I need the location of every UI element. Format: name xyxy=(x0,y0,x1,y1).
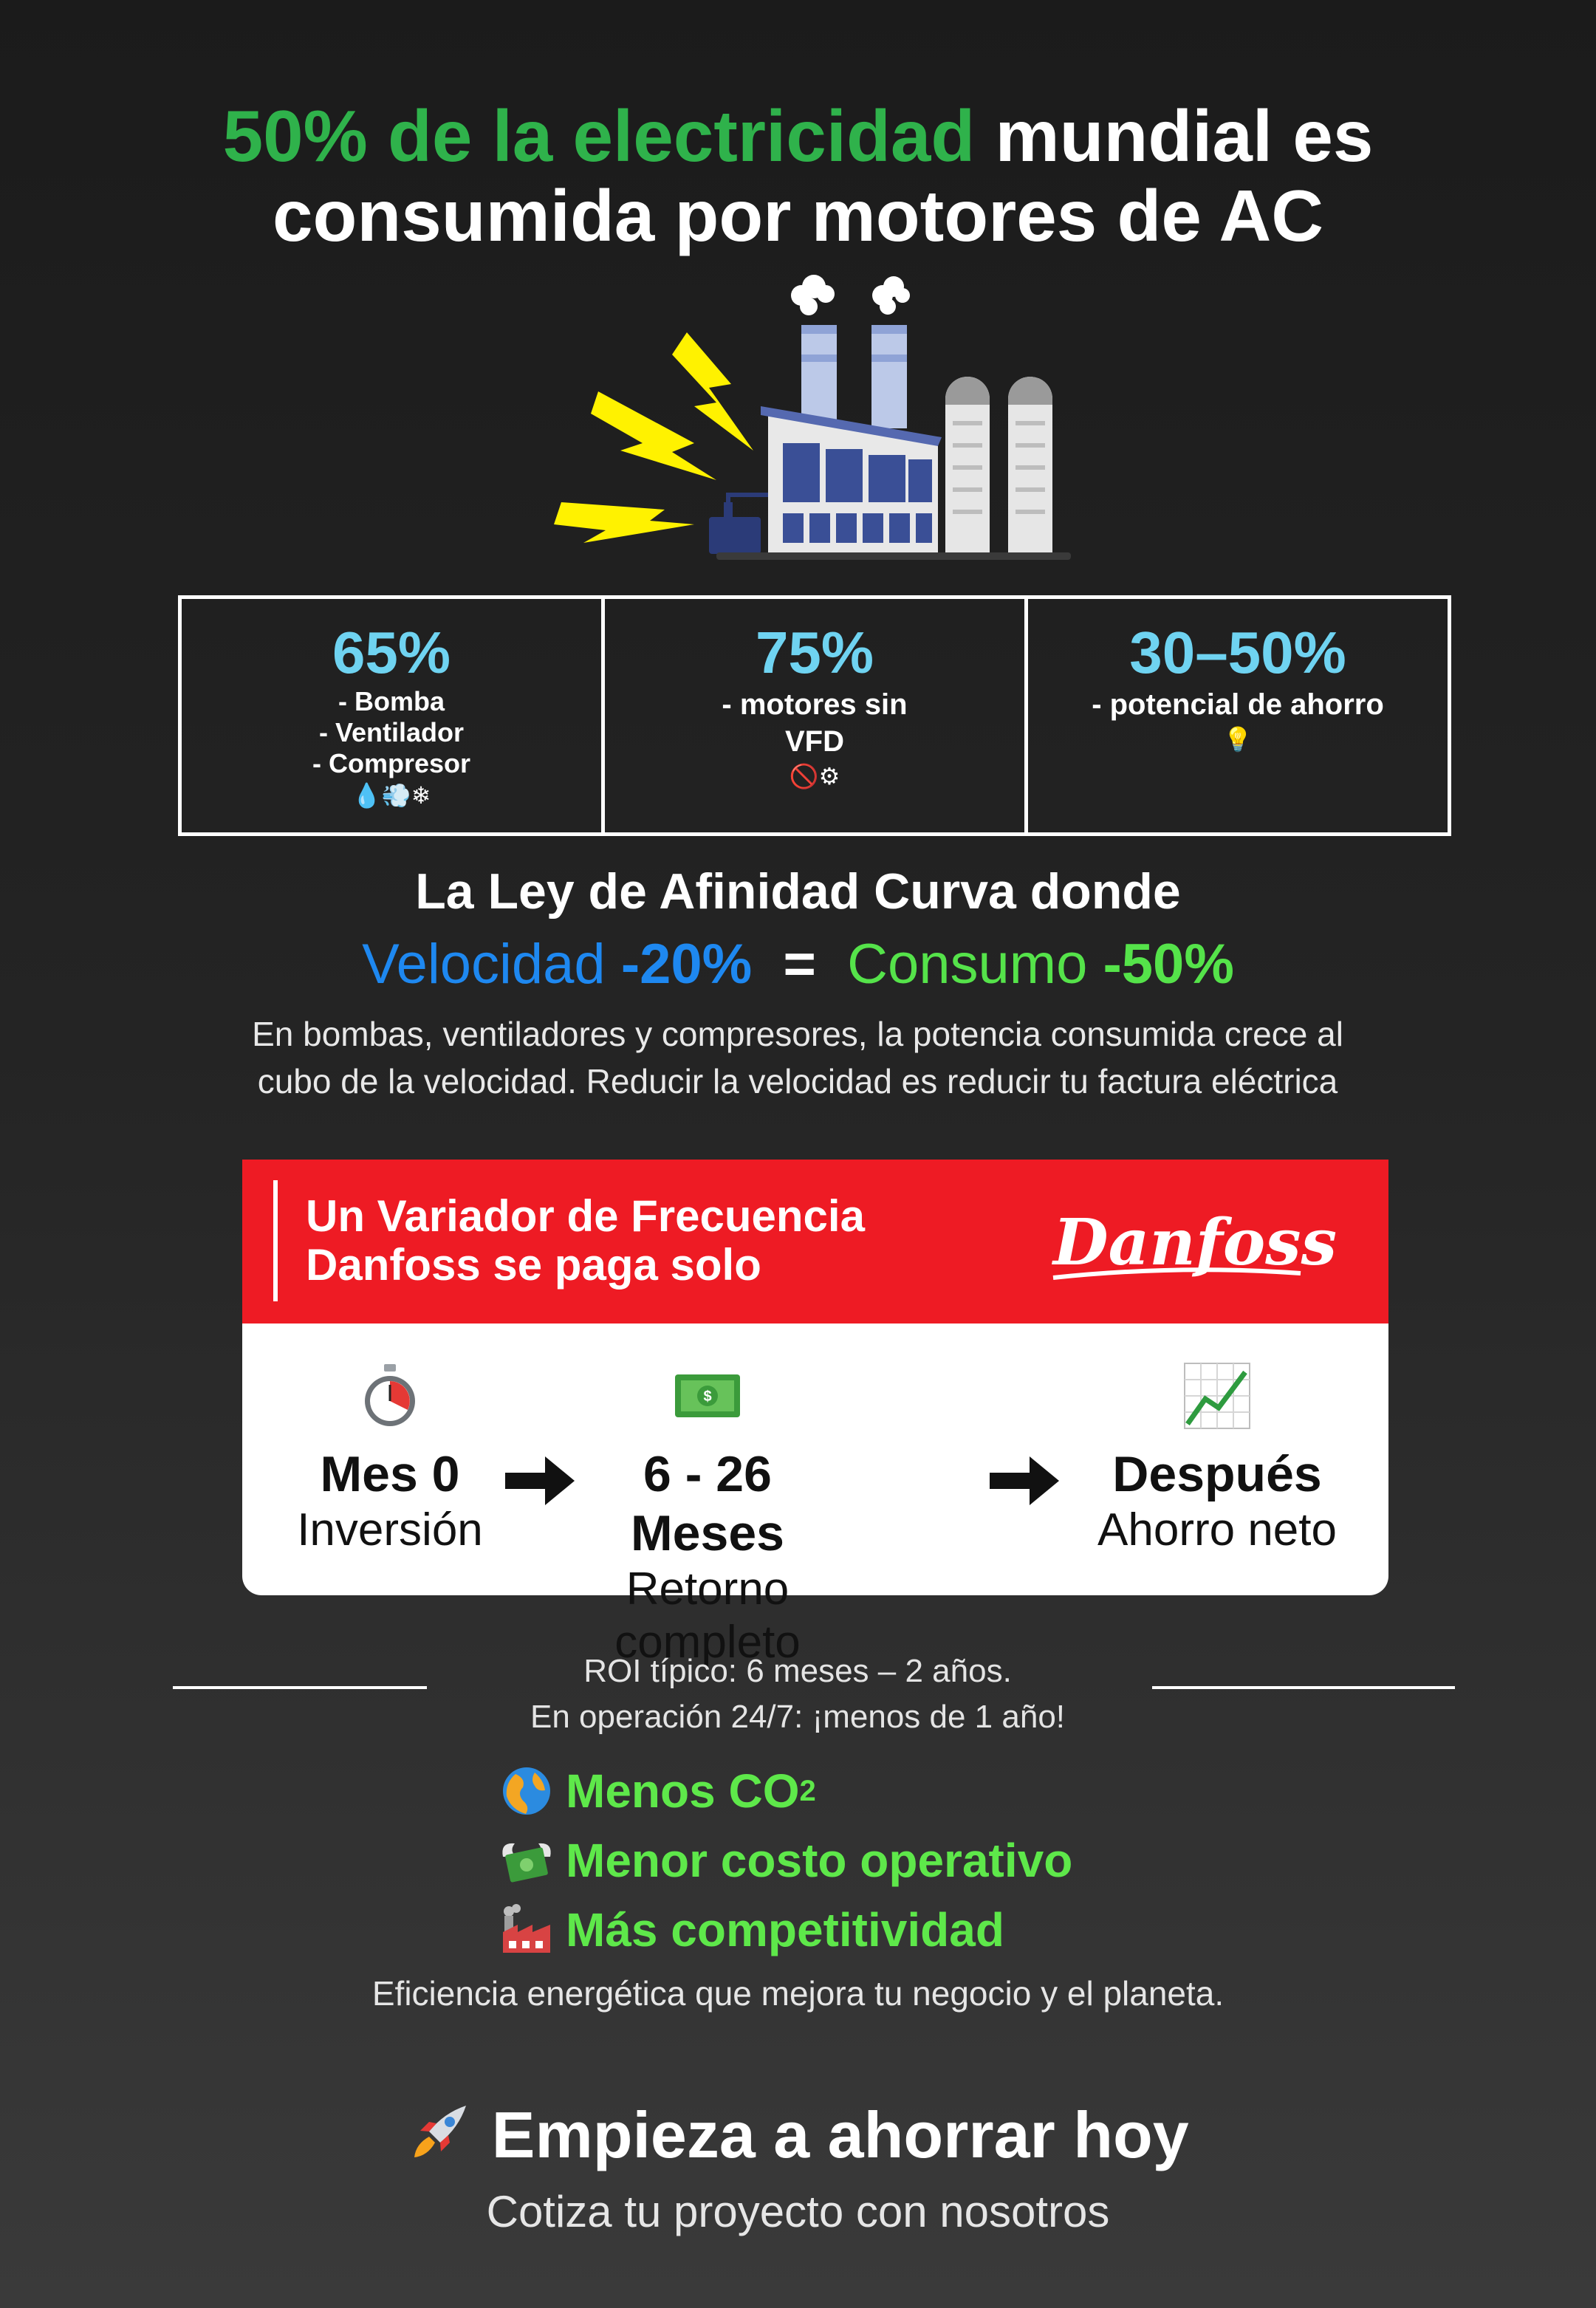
step-subtitle: Retorno completo xyxy=(614,1564,801,1668)
speed-value: -20% xyxy=(620,933,753,996)
benefit-cost xyxy=(496,1826,1072,1895)
money-icon xyxy=(674,1370,742,1422)
stat-item: - Ventilador xyxy=(318,717,465,747)
rocket-icon xyxy=(407,2098,473,2165)
speed-label: Velocidad xyxy=(362,933,606,996)
stat-item: - Bomba xyxy=(338,686,445,716)
affinity-equation xyxy=(0,932,1596,996)
step-title: Después xyxy=(1112,1446,1322,1502)
benefit-label: Más competitividad xyxy=(566,1903,1004,1956)
arrow-right-icon xyxy=(505,1455,576,1507)
cta-text: Empieza a ahorrar hoy xyxy=(491,2098,1189,2171)
stat-pumps xyxy=(182,599,605,832)
step-title: 6 - 26 Meses xyxy=(631,1446,784,1561)
header-line: Danfoss se paga solo xyxy=(306,1240,761,1290)
step-subtitle: Inversión xyxy=(297,1504,483,1555)
no-gear-icon: 🚫⚙ xyxy=(789,763,840,790)
stopwatch-icon xyxy=(360,1363,419,1429)
page-title xyxy=(0,96,1596,256)
arrow-right-icon xyxy=(990,1455,1061,1507)
water-fan-snow-icon: 💧💨❄ xyxy=(352,782,431,809)
header-accent-bar xyxy=(273,1180,278,1301)
header-line: Un Variador de Frecuencia xyxy=(306,1191,865,1241)
title-rest: mundial es xyxy=(975,95,1374,177)
card-header-text xyxy=(306,1192,865,1290)
cta-title xyxy=(0,2098,1596,2173)
lightbulb-icon: 💡 xyxy=(1223,726,1253,753)
roi-text xyxy=(414,1648,1182,1740)
lightning-bolt-icon xyxy=(591,391,716,480)
equals-sign: = xyxy=(783,933,816,996)
stat-item: - motores sin xyxy=(722,688,908,721)
benefit-label: Menos CO xyxy=(566,1764,800,1818)
affinity-title: La Ley de Afinidad Curva donde xyxy=(415,863,1181,920)
lightning-bolt-icon xyxy=(554,502,694,543)
divider-right xyxy=(1152,1686,1455,1689)
benefit-subscript: 2 xyxy=(799,1774,816,1807)
benefits-list xyxy=(496,1756,1072,1965)
cta-subtitle: Cotiza tu proyecto con nosotros xyxy=(486,2187,1110,2236)
payback-card xyxy=(242,1160,1388,1668)
stat-savings xyxy=(1028,599,1448,832)
step-subtitle: Ahorro neto xyxy=(1097,1504,1337,1555)
factory-with-lightning-icon xyxy=(547,266,1078,576)
divider-left xyxy=(173,1686,427,1689)
card-header xyxy=(242,1160,1388,1323)
consumption-label: Consumo xyxy=(847,933,1088,996)
benefit-label: Menor costo operativo xyxy=(566,1834,1073,1887)
step-payback xyxy=(567,1359,848,1669)
roi-line: En operación 24/7: ¡menos de 1 año! xyxy=(530,1699,1066,1735)
stat-value: 65% xyxy=(332,620,451,685)
step-month-0 xyxy=(257,1359,523,1557)
description-line: cubo de la velocidad. Reducir la velocidad es reducir tu factura eléctrica xyxy=(257,1062,1338,1100)
stat-item: VFD xyxy=(785,725,844,758)
roi-line: ROI típico: 6 meses – 2 años. xyxy=(583,1653,1012,1689)
globe-icon xyxy=(501,1765,552,1817)
stat-item: - potencial de ahorro xyxy=(1092,688,1384,721)
benefit-competitiveness xyxy=(496,1895,1072,1965)
step-title: Mes 0 xyxy=(320,1446,460,1502)
danfoss-logo-text: Danfoss xyxy=(1053,1205,1338,1280)
title-highlight: 50% de la electricidad xyxy=(222,95,976,177)
consumption-value: -50% xyxy=(1103,933,1234,996)
money-wings-icon xyxy=(499,1835,555,1886)
benefit-co2 xyxy=(496,1756,1072,1826)
danfoss-logo xyxy=(1046,1191,1338,1294)
stats-panel xyxy=(178,595,1451,836)
stat-vfd xyxy=(605,599,1028,832)
lightning-bolt-icon xyxy=(672,332,753,451)
stat-value: 75% xyxy=(755,620,874,685)
tagline: Eficiencia energética que mejora tu negocio y el planeta. xyxy=(371,1974,1225,2013)
factory-icon xyxy=(500,1904,553,1956)
stat-value: 30–50% xyxy=(1129,620,1346,685)
chart-up-icon xyxy=(1183,1362,1251,1430)
svg-text:$: $ xyxy=(703,1388,712,1405)
stat-item: - Compresor xyxy=(312,748,471,778)
affinity-description xyxy=(148,1010,1448,1105)
description-line: En bombas, ventiladores y compresores, la potencia consumida crece al xyxy=(252,1015,1343,1053)
title-line-2: consumida por motores de AC xyxy=(272,175,1323,256)
step-after xyxy=(1062,1359,1372,1557)
